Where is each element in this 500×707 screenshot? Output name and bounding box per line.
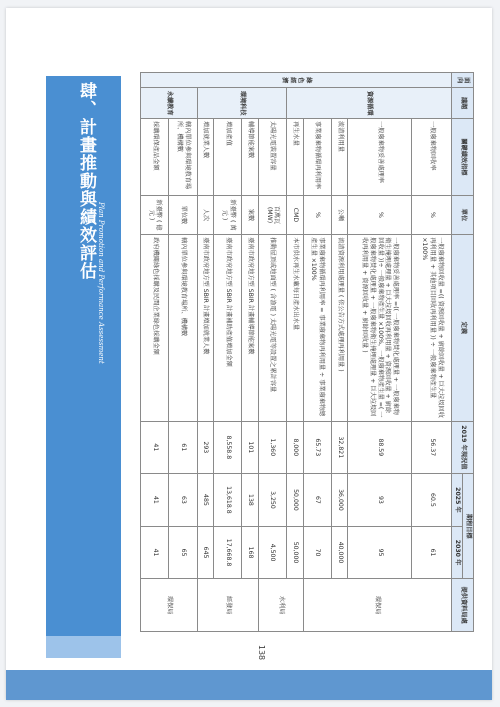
definition-cell: 流渣資源利用處理量 ( 依公告方式處理再利用量 ) [331, 235, 347, 421]
current-cell: 101 [242, 421, 258, 474]
unit-cell: 百萬瓦(MW) [258, 195, 286, 234]
unit-cell: 新臺幣 ( 億元 ) [141, 195, 169, 234]
indicator-cell: 轄內單位參與環境教育場所、機構數 [169, 119, 197, 196]
y2030-cell: 61 [412, 526, 452, 579]
indicator-cell: 輔導節能案數 [242, 119, 258, 196]
document-page [6, 8, 492, 700]
header-unit: 單位 [452, 195, 474, 234]
y2025-cell: 93 [348, 474, 412, 527]
current-cell: 8,558.8 [214, 421, 242, 474]
definition-cell: 本市供水再生水廠每日產水出水量 [287, 235, 303, 421]
indicator-cell: 一般廢棄物妥善處理率 [348, 119, 412, 196]
provider-cell: 環保局 [141, 579, 198, 632]
header-current: 2019 年現況值 [452, 421, 474, 474]
y2030-cell: 17,668.8 [214, 526, 242, 579]
unit-cell: 新臺幣 ( 萬元 ) [214, 195, 242, 234]
indicator-cell: 採購環保產品金額 [141, 119, 169, 196]
y2025-cell: 138 [242, 474, 258, 527]
page-number: 138 [257, 644, 267, 661]
topic-cell: 永續教育 [141, 88, 198, 119]
chapter-heading [75, 82, 107, 382]
topic-cell: 資源循環 [287, 88, 452, 119]
table-row [331, 73, 347, 632]
y2025-cell: 485 [197, 474, 213, 527]
chapter-subtitle: Plan Promotion and Performance Assessment [97, 202, 105, 364]
kpi-table-container [140, 72, 474, 632]
definition-cell: 臺南市政府地方型 SBIR 計畫輔導節能案數 [242, 235, 258, 421]
y2025-cell: 67 [303, 474, 331, 527]
definition-cell: 轄內單位參與環境教育場所、機構數 [169, 235, 197, 421]
definition-cell: 臺南市政府地方型 SBIR 計畫補助產值增加金額 [214, 235, 242, 421]
unit-cell: % [348, 195, 412, 234]
current-cell: 56.37 [412, 421, 452, 474]
y2025-cell: 41 [141, 474, 169, 527]
y2025-cell: 13,618.8 [214, 474, 242, 527]
header-2030: 2030 年 [452, 526, 463, 579]
unit-cell: % [412, 195, 452, 234]
y2025-cell: 50,000 [287, 474, 303, 527]
current-cell: 61 [169, 421, 197, 474]
header-provider: 提供資料局處 [452, 579, 474, 632]
table-row [242, 73, 258, 632]
header-target-group: 期程目標 [463, 474, 474, 579]
y2025-cell: 36,000 [331, 474, 347, 527]
chapter-title: 肆、計畫推動與績效評估 [76, 82, 96, 280]
sidebar-strip [46, 636, 121, 658]
table-row [197, 73, 213, 632]
header-aspect: 面向 [452, 73, 474, 88]
definition-cell: 政府機關綠色採購及民間企業綠色採購金額 [141, 235, 169, 421]
aspect-cell: 綠色經濟 [141, 73, 453, 88]
kpi-table-body [141, 73, 453, 632]
header-2025: 2025 年 [452, 474, 463, 527]
indicator-cell: 增加產值 [214, 119, 242, 196]
unit-cell: CMD [287, 195, 303, 234]
indicator-cell: 一般廢棄物回收率 [412, 119, 452, 196]
bottom-band [6, 670, 492, 700]
current-cell: 65.73 [303, 421, 331, 474]
unit-cell: 單位數 [169, 195, 197, 234]
unit-cell: 人次 [197, 195, 213, 234]
y2030-cell: 65 [169, 526, 197, 579]
table-row [258, 73, 286, 632]
indicator-cell: 流渣利用量 [331, 119, 347, 196]
y2025-cell: 60.5 [412, 474, 452, 527]
header-topic: 議題 [452, 88, 474, 119]
unit-cell: % [303, 195, 331, 234]
provider-cell: 環保局 [303, 579, 452, 632]
current-cell: 88.59 [348, 421, 412, 474]
header-indicator: 關鍵績效指標 [452, 119, 474, 196]
y2030-cell: 95 [348, 526, 412, 579]
unit-cell: 公噸 [331, 195, 347, 234]
table-row [303, 73, 331, 632]
topic-cell: 環境科技 [197, 88, 287, 119]
definition-cell: 一般廢棄物妥善處理率 =(( 一般廢棄物焚化處理量 + 一般廢棄物衛生掩埋處理量 + 巨大垃圾回收再利用量 + 資源回收量 + 廚餘回收量 ))÷ 一般廢棄物產生量 ×100%，一般廢棄物產生量 =( 一般廢棄物焚化處理量 + 一般廢棄物衛生掩埋處理量 + 巨大垃圾回收再利用量 + 資源回收量 + 廚餘回收量 ) [348, 235, 412, 421]
table-row [169, 73, 197, 632]
current-cell: 8,000 [287, 421, 303, 474]
definition-cell: 一般廢棄物回收量 =(( 資源回收量 + 廚餘回收量 + 巨大垃圾回收再利用量 + 其他項目回收再利用量 )) ÷ 一般廢棄物產生量 ×100% [412, 235, 452, 421]
y2030-cell: 41 [141, 526, 169, 579]
table-row [287, 73, 303, 632]
y2030-cell: 168 [242, 526, 258, 579]
table-row [412, 73, 452, 632]
provider-cell: 經發局 [197, 579, 258, 632]
y2025-cell: 3,250 [258, 474, 286, 527]
y2030-cell: 50,000 [287, 526, 303, 579]
table-row [141, 73, 169, 632]
indicator-cell: 事業廢棄物循環再利用率 [303, 119, 331, 196]
table-row [214, 73, 242, 632]
header-definition: 定義 [452, 235, 474, 421]
provider-cell: 水利局 [258, 579, 303, 632]
y2030-cell: 70 [303, 526, 331, 579]
table-row [348, 73, 412, 632]
unit-cell: 案數 [242, 195, 258, 234]
y2030-cell: 4,500 [258, 526, 286, 579]
definition-cell: 臺南市政府地方型 SBIR 計畫增加就業人數 [197, 235, 213, 421]
y2030-cell: 645 [197, 526, 213, 579]
definition-cell: 事業廢棄物循環再利用率 = 事業廢棄物再利用量 ÷ 事業廢棄物總產生量 ×100% [303, 235, 331, 421]
y2025-cell: 63 [169, 474, 197, 527]
indicator-cell: 再生水量 [287, 119, 303, 196]
definition-cell: 推動屋頂或地面型 ( 含漁電 ) 太陽光電等設置之累計容量 [258, 235, 286, 421]
current-cell: 293 [197, 421, 213, 474]
current-cell: 1,360 [258, 421, 286, 474]
current-cell: 41 [141, 421, 169, 474]
current-cell: 32,821 [331, 421, 347, 474]
kpi-table [140, 72, 474, 632]
y2030-cell: 40,000 [331, 526, 347, 579]
indicator-cell: 太陽光電裝置容量 [258, 119, 286, 196]
indicator-cell: 增加就業人數 [197, 119, 213, 196]
